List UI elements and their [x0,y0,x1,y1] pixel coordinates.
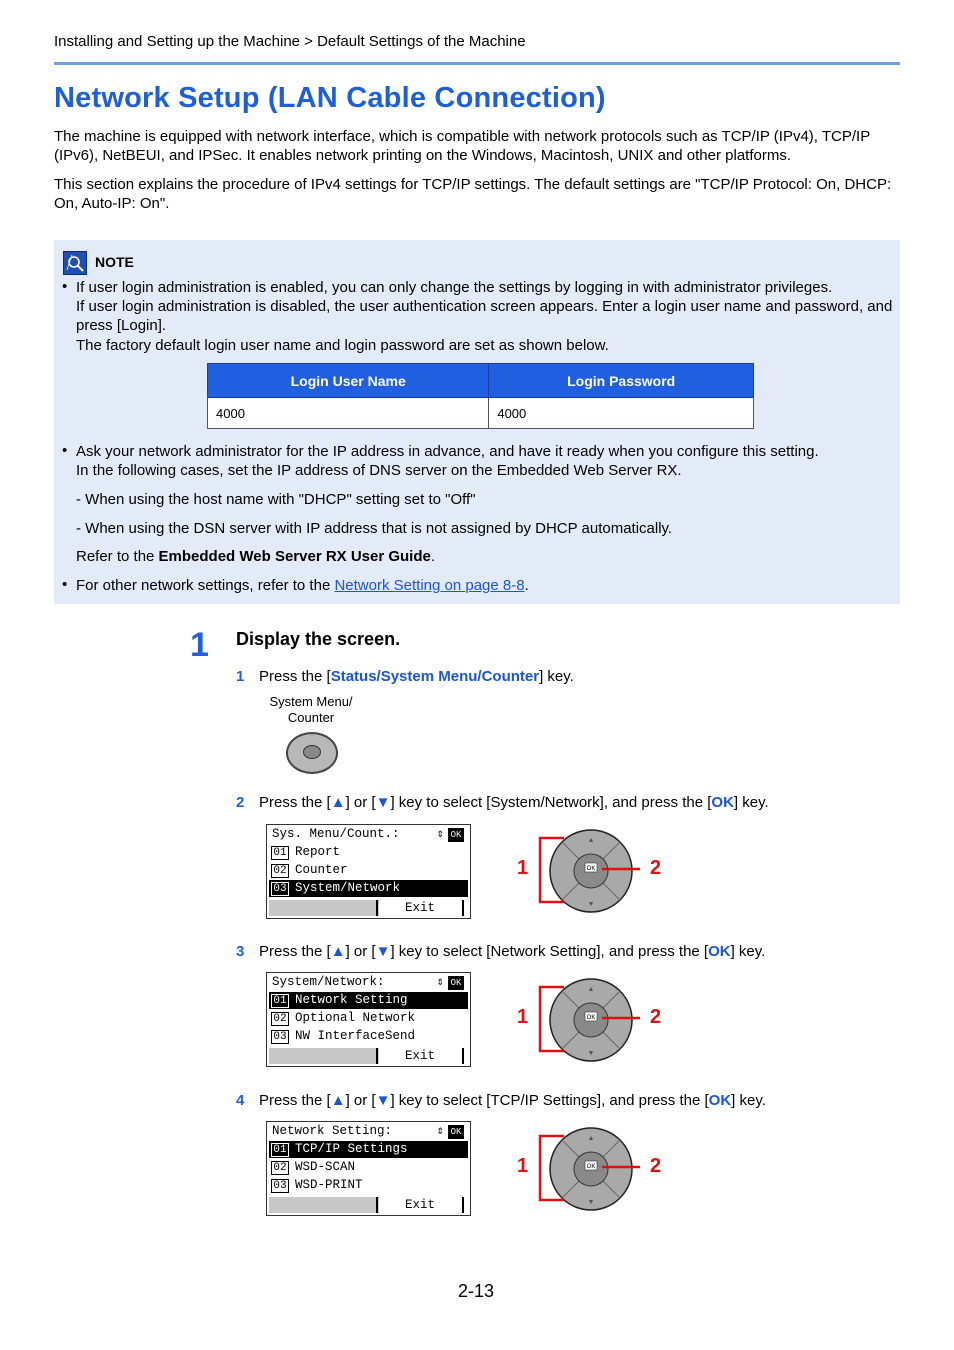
lcd-screen-2 [266,972,471,1067]
breadcrumb: Installing and Setting up the Machine > Default Settings of the Machine [54,33,526,50]
lcd-bar [269,1197,379,1213]
lcd-bar [269,1048,379,1064]
note-bullet-2-line-2: In the following cases, set the IP address of DNS server on the Embedded Web Server RX. [76,462,682,479]
note-bullet-3-marker: • [62,576,68,593]
lcd-exit-button[interactable]: Exit [376,1197,464,1213]
lcd-header: Network Setting: [272,1124,393,1138]
lcd-item[interactable]: 02 Counter [269,862,468,879]
lcd-exit-button[interactable]: Exit [376,900,464,916]
system-menu-key-label: System Menu/ Counter [269,694,353,725]
svg-text:▲: ▲ [587,1135,595,1142]
guide-name: Embedded Web Server RX User Guide [158,548,431,565]
note-refer: Refer to the Embedded Web Server RX User Guide. [76,548,436,565]
lcd-header: Sys. Menu/Count.: [272,827,400,841]
note-label: NOTE [95,254,134,270]
substep-4-text: Press the [▲] or [▼] key to select [TCP/IP Settings], and press the [OK] key. [259,1092,766,1109]
login-table [207,363,754,429]
lcd-item[interactable]: 02 Optional Network [269,1010,468,1027]
note-icon [63,251,87,275]
substep-3-number: 3 [236,943,245,960]
lcd-item-selected[interactable]: 01 Network Setting [269,992,468,1009]
login-password-header: Login Password [489,364,754,398]
callout-2: 2 [650,1006,662,1028]
ok-icon: OK [448,1125,464,1139]
step-number: 1 [190,626,209,664]
key-name: Status/System Menu/Counter [330,668,540,685]
lcd-header: System/Network: [272,975,385,989]
substep-2-number: 2 [236,794,245,811]
svg-text:▼: ▼ [587,1050,595,1057]
updown-arrows-icon: ⇕ [436,975,444,989]
note-dash-2: - When using the DSN server with IP address that is not assigned by DHCP automatically. [76,520,673,537]
lcd-item-selected[interactable]: 01 TCP/IP Settings [269,1141,468,1158]
lcd-screen-1 [266,824,471,919]
svg-text:▲: ▲ [587,986,595,993]
intro-paragraph-2: This section explains the procedure of IPv4 settings for TCP/IP settings. The default settings are "TCP/IP Protocol: On, DHCP: On, Auto-IP: On". [54,176,892,212]
login-user-name-value: 4000 [208,398,489,429]
pad-ok-label: OK [586,1015,596,1021]
lcd-item[interactable]: 03 NW InterfaceSend [269,1028,468,1045]
callout-lines-3 [536,1134,646,1204]
lcd-item[interactable]: 01 Report [269,844,468,861]
callout-2: 2 [650,1155,662,1177]
substep-3-text: Press the [▲] or [▼] key to select [Network Setting], and press the [OK] key. [259,943,766,960]
svg-text:▼: ▼ [587,901,595,908]
note-bullet-1-line-2: If user login administration is disabled, the user authentication screen appears. Enter a login user name and password, and press [Login]. [76,298,893,334]
page-number: 2-13 [458,1281,495,1301]
note-bullet-1-line-3: The factory default login user name and login password are set as shown below. [76,337,609,354]
callout-lines-1 [536,836,646,906]
substep-2-text: Press the [▲] or [▼] key to select [System/Network], and press the [OK] key. [259,794,769,811]
callout-lines-2 [536,985,646,1055]
network-setting-link[interactable]: Network Setting on page 8-8 [334,577,525,594]
lcd-item[interactable]: 03 WSD-PRINT [269,1177,468,1194]
substep-4-number: 4 [236,1092,245,1109]
lcd-item[interactable]: 02 WSD-SCAN [269,1159,468,1176]
lcd-screen-3 [266,1121,471,1216]
substep-1-text: Press the [Status/System Menu/Counter] key. [259,668,574,685]
ok-icon: OK [448,828,464,842]
callout-1: 1 [517,1155,529,1177]
login-password-value: 4000 [489,398,754,429]
note-bullet-2-line-1: Ask your network administrator for the IP address in advance, and have it ready when you configure this setting. [76,443,819,460]
note-bullet-1-line-1: If user login administration is enabled, you can only change the settings by logging in with administrator privileges. [76,279,833,296]
lcd-bar [269,900,379,916]
system-menu-counter-key[interactable] [286,732,338,774]
lcd-exit-button[interactable]: Exit [376,1048,464,1064]
updown-arrows-icon: ⇕ [436,1124,444,1138]
substep-1-number: 1 [236,668,245,685]
svg-text:▼: ▼ [587,1199,595,1206]
pad-ok-label: OK [586,1164,596,1170]
note-bullet-2-marker: • [62,442,68,459]
callout-1: 1 [517,1006,529,1028]
callout-1: 1 [517,857,529,879]
login-user-name-header: Login User Name [208,364,489,398]
lcd-item-selected[interactable]: 03 System/Network [269,880,468,897]
note-bullet-3: For other network settings, refer to the Network Setting on page 8-8. [76,577,529,594]
callout-2: 2 [650,857,662,879]
note-dash-1: - When using the host name with "DHCP" setting set to "Off" [76,491,476,508]
intro-paragraph-1: The machine is equipped with network interface, which is compatible with network protocols such as TCP/IP (IPv4), TCP/IP (IPv6), NetBEUI, and IPSec. It enables network printing on the Windows, Macintosh, UNIX and other platforms. [54,128,870,164]
page-title: Network Setup (LAN Cable Connection) [54,82,606,114]
svg-text:▲: ▲ [587,837,595,844]
step-title: Display the screen. [236,629,401,649]
header-rule [54,62,900,65]
pad-ok-label: OK [586,866,596,872]
ok-icon: OK [448,976,464,990]
note-bullet-1-marker: • [62,278,68,295]
updown-arrows-icon: ⇕ [436,827,444,841]
